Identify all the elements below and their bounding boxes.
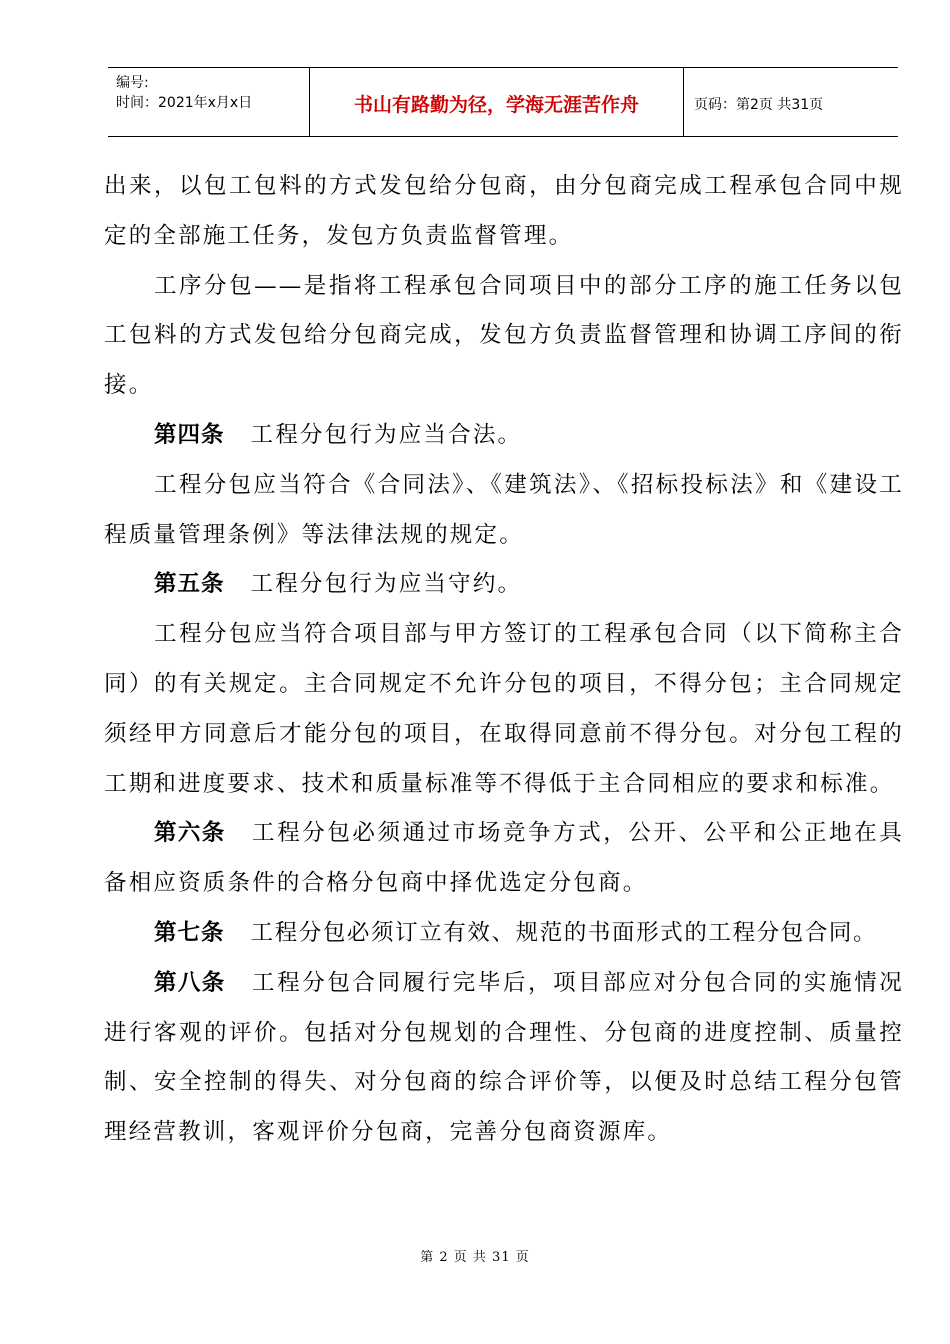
article-text: 工程分包必须订立有效、规范的书面形式的工程分包合同。 — [250, 919, 878, 946]
paragraph-definition — [104, 262, 904, 411]
document-time-label: 时间：2021年x月x日 — [116, 95, 253, 111]
document-body — [104, 162, 904, 1158]
article-text: 工程分包行为应当守约。 — [250, 571, 523, 598]
paragraph-text: 工程分包应当符合项目部与甲方签订的工程承包合同（以下简称主合同）的有关规定。主合同规定不允许分包的项目，不得分包；主合同规定须经甲方同意后才能分包的项目，在取得同意前不得分包。对分包工程的工期和进度要求、技术和质量标准等不得低于主合同相应的要求和标准。 — [104, 621, 904, 797]
page-header — [108, 67, 898, 137]
article-text: 工程分包必须通过市场竞争方式，公开、公平和公正地在具备相应资质条件的合格分包商中择优选定分包商。 — [104, 820, 904, 897]
header-motto: 书山有路勤为径，学海无涯苦作舟 — [353, 94, 639, 116]
header-motto-cell — [310, 68, 684, 136]
article-title: 第七条 — [154, 919, 225, 946]
article-6 — [104, 809, 904, 909]
document-code-label: 编号: — [116, 75, 149, 91]
article-title: 第五条 — [154, 571, 225, 598]
article-7 — [104, 909, 904, 959]
paragraph-text: 出来，以包工包料的方式发包给分包商，由分包商完成工程承包合同中规定的全部施工任务，发包方负责监督管理。 — [104, 173, 904, 249]
paragraph-laws — [104, 461, 904, 561]
article-title: 第八条 — [154, 969, 226, 996]
header-meta-cell — [108, 68, 310, 136]
article-title: 第六条 — [154, 820, 226, 847]
paragraph-continuation — [104, 162, 904, 262]
article-8 — [104, 959, 904, 1158]
article-4 — [104, 411, 904, 461]
header-page-info: 页码：第2页 共31页 — [694, 97, 824, 113]
header-page-cell — [684, 68, 898, 136]
article-text: 工程分包行为应当合法。 — [250, 421, 523, 448]
paragraph-text: 工程分包应当符合《合同法》、《建筑法》、《招标投标法》和《建设工程质量管理条例》等法律法规的规定。 — [104, 471, 904, 548]
article-text: 工程分包合同履行完毕后，项目部应对分包合同的实施情况进行客观的评价。包括对分包规划的合理性、分包商的进度控制、质量控制、安全控制的得失、对分包商的综合评价等，以便及时总结工程分包管理经营教训，客观评价分包商，完善分包商资源库。 — [104, 969, 904, 1146]
page-footer: 第 2 页 共 31 页 — [420, 1250, 530, 1265]
article-5 — [104, 560, 904, 610]
paragraph-text: 工序分包——是指将工程承包合同项目中的部分工序的施工任务以包工包料的方式发包给分包商完成，发包方负责监督管理和协调工序间的衔接。 — [104, 272, 904, 399]
article-title: 第四条 — [154, 421, 225, 448]
paragraph-main-contract — [104, 610, 904, 809]
